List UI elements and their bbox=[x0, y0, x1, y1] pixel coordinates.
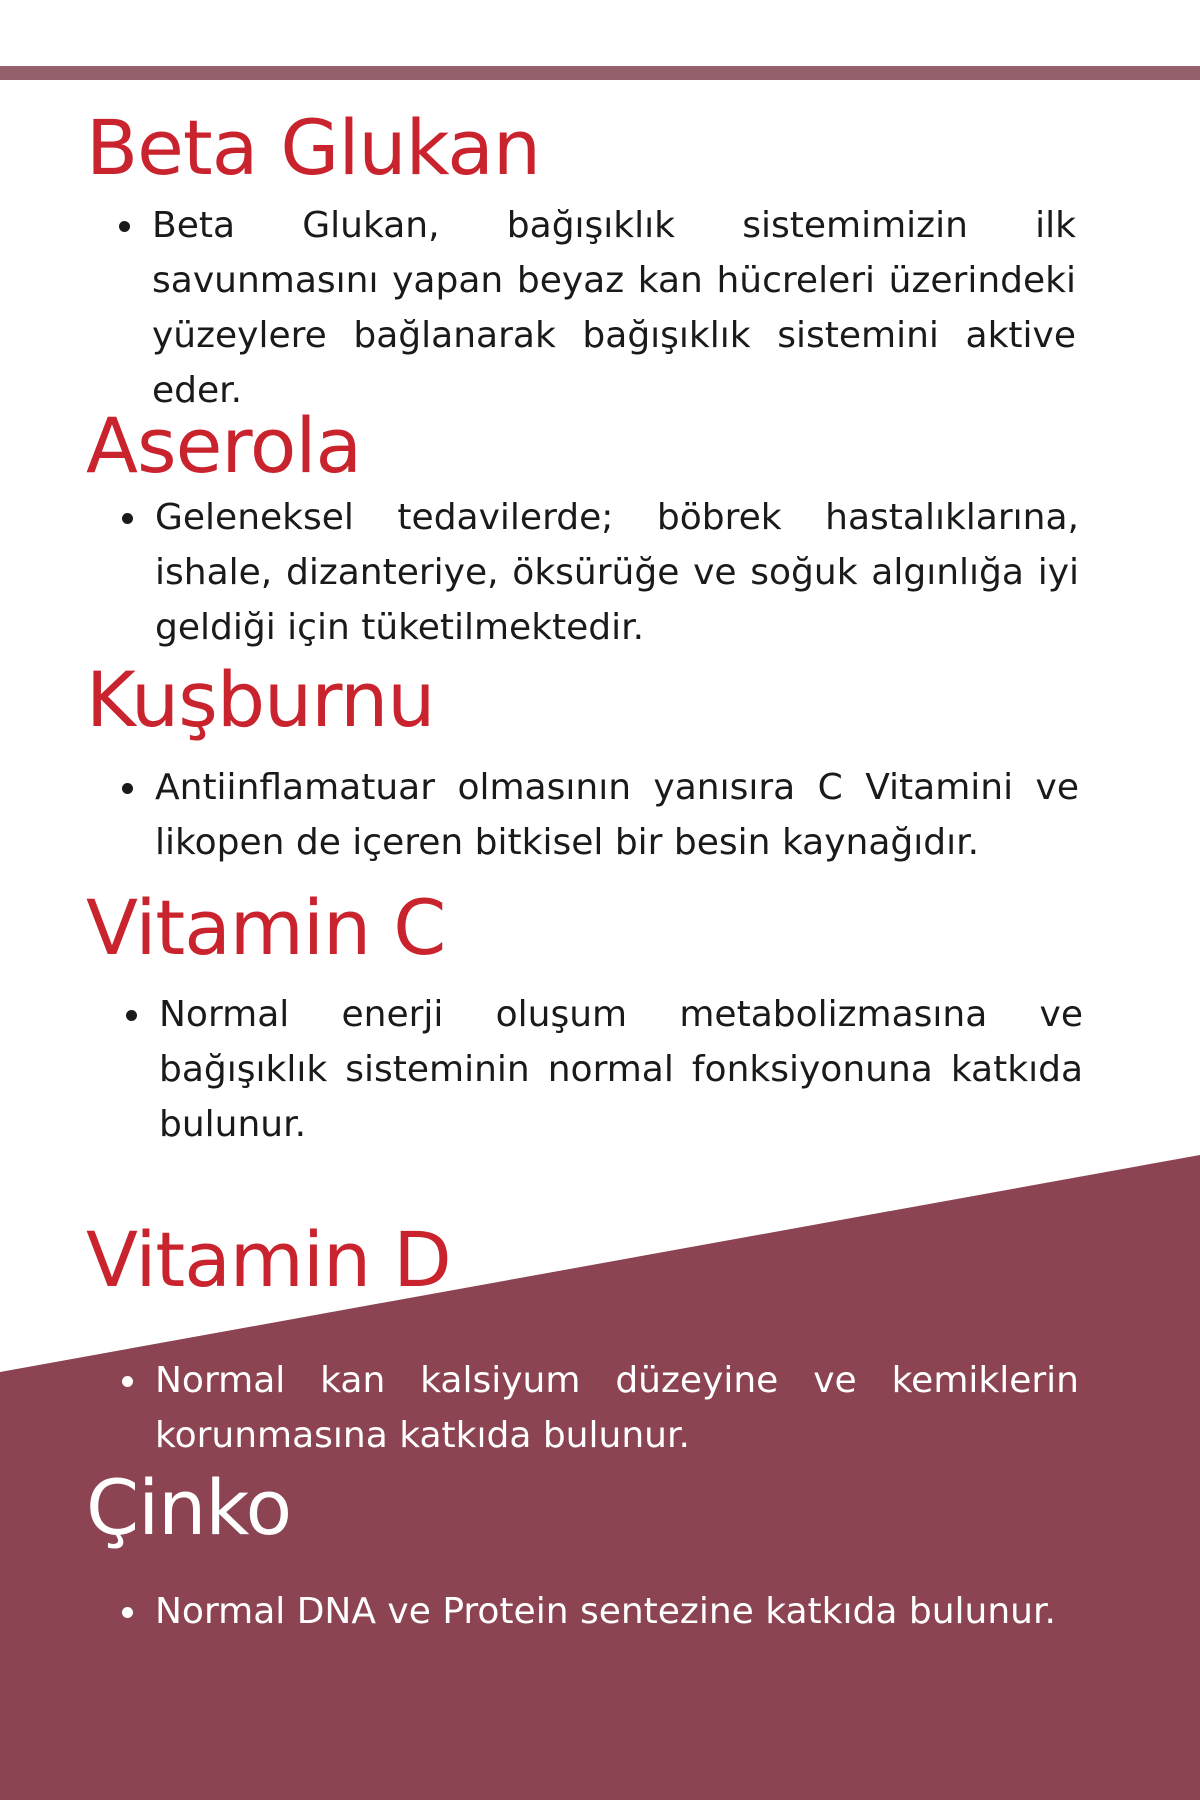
bullet-icon bbox=[119, 221, 130, 232]
section-title: Vitamin C bbox=[86, 883, 446, 972]
section-title: Çinko bbox=[86, 1463, 292, 1552]
section-title: Kuşburnu bbox=[86, 655, 435, 744]
section-text: Antiinflamatuar olmasının yanısıra C Vitamini ve likopen de içeren bitkisel bir besin kaynağıdır. bbox=[155, 767, 1079, 863]
section-text: Normal DNA ve Protein sentezine katkıda bulunur. bbox=[155, 1591, 1056, 1632]
section-title: Aserola bbox=[86, 401, 362, 490]
bullet-icon bbox=[122, 1607, 133, 1618]
section-text: Normal enerji oluşum metabolizmasına ve bağışıklık sisteminin normal fonksiyonuna katkıda bulunur. bbox=[159, 994, 1083, 1145]
section-text: Normal kan kalsiyum düzeyine ve kemiklerin korunmasına katkıda bulunur. bbox=[155, 1360, 1079, 1456]
bullet-icon bbox=[122, 513, 133, 524]
bullet-icon bbox=[122, 1376, 133, 1387]
bullet-icon bbox=[126, 1010, 137, 1021]
section-title: Vitamin D bbox=[86, 1215, 451, 1304]
section-text: Geleneksel tedavilerde; böbrek hastalıklarına, ishale, dizanteriye, öksürüğe ve soğuk algınlığa iyi geldiği için tüketilmektedir. bbox=[155, 497, 1079, 648]
section-text: Beta Glukan, bağışıklık sistemimizin ilk savunmasını yapan beyaz kan hücreleri üzerindeki yüzeylere bağlanarak bağışıklık sistemini aktive eder. bbox=[152, 205, 1076, 411]
section-title: Beta Glukan bbox=[86, 103, 541, 192]
bullet-icon bbox=[122, 783, 133, 794]
